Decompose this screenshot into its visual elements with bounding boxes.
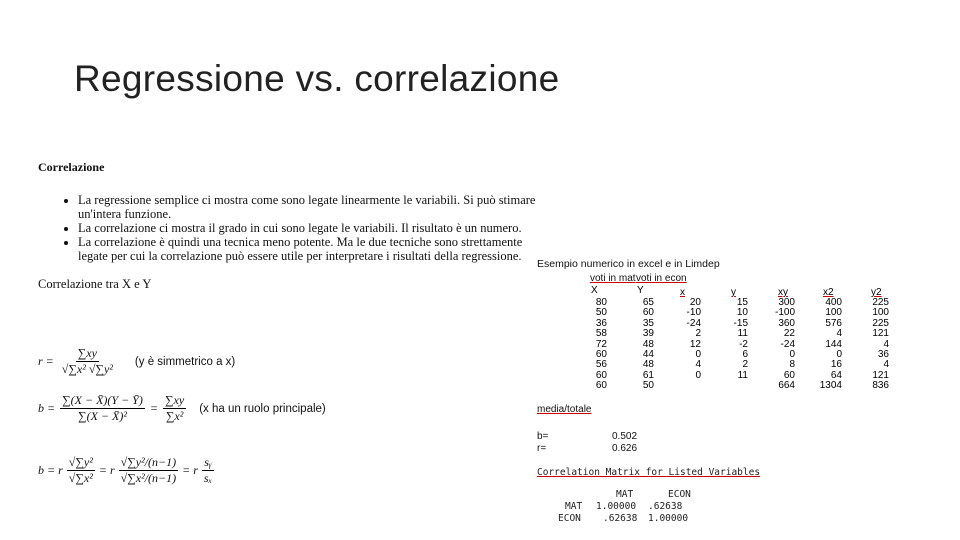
formula-b-numerator: ∑(X − X̄)(Y − Ȳ) [62, 393, 143, 407]
table-cell: 11 [737, 369, 748, 381]
table-cell: 36 [595, 317, 607, 329]
r-label: r= [537, 443, 547, 454]
table-cell [701, 381, 748, 391]
table-cell: 60 [595, 369, 607, 381]
table-cell: 836 [872, 380, 889, 392]
table-cell: 576 [825, 317, 842, 329]
header-Y: Y [637, 285, 644, 296]
table-cell: 15 [736, 297, 748, 308]
table-cell: 48 [642, 338, 654, 350]
table-cell: 39 [642, 328, 654, 340]
section-heading: Correlazione [38, 160, 105, 174]
table-cell: 22 [783, 328, 795, 340]
formula-b-lhs: b = [38, 401, 56, 415]
formula-r-lhs: r = [38, 354, 54, 368]
bullet-1: • La regressione semplice ci mostra come sono legate linearmente le variabili. Si può stimare un'intera funzione. [78, 193, 548, 221]
table-cell: -24 [780, 338, 795, 350]
table-cell: 121 [872, 369, 889, 381]
formula-b2-equals1: = r [98, 463, 115, 477]
table-cell: 50 [595, 307, 607, 319]
header-x: x [680, 287, 685, 298]
col-label-mat: voti in mat [590, 273, 636, 284]
data-table [560, 298, 889, 392]
table-cell [654, 381, 701, 391]
formula-b-fraction1 [60, 393, 145, 424]
formula-r-fraction [60, 346, 115, 377]
table-cell: 80 [595, 297, 607, 308]
formula-r-denominator: √∑x² √∑y² [61, 362, 113, 376]
matrix-row-mat-v1: 1.00000 [596, 501, 637, 512]
table-cell: -15 [733, 317, 748, 329]
formula-b2-numerator3: sᵧ [204, 455, 212, 469]
table-cell: 360 [778, 317, 795, 329]
table-cell: 121 [872, 328, 889, 340]
bullet-2: • La correlazione ci mostra il grado in cui sono legate le variabili. Il risultato è un numero. [78, 221, 548, 235]
table-cell: 12 [689, 338, 701, 350]
table-cell: 4 [883, 338, 889, 350]
table-cell: 400 [825, 297, 842, 308]
formula-b-equals: = [149, 401, 158, 415]
table-cell: 0 [695, 369, 701, 381]
header-y: y [731, 287, 736, 298]
table-cell: -2 [739, 338, 748, 350]
formula-b-denominator: ∑(X − X̄)² [78, 409, 127, 423]
table-cell: 225 [872, 317, 889, 329]
table-cell: 56 [595, 359, 607, 371]
table-cell: 100 [825, 307, 842, 319]
table-cell: 65 [642, 297, 654, 308]
table-cell: 20 [689, 297, 701, 308]
table-cell: 2 [695, 328, 701, 340]
b-value: 0.502 [612, 431, 638, 442]
formula-b2-numerator2: √∑y²/(n−1) [120, 455, 177, 469]
table-cell: 60 [595, 349, 607, 361]
matrix-row-mat-v2: .62638 [648, 501, 683, 512]
formula-r [38, 346, 235, 377]
table-cell: 50 [642, 380, 654, 392]
table-cell: 58 [595, 328, 607, 340]
left-document [38, 160, 548, 292]
table-cell: 144 [825, 338, 842, 350]
formula-r-numerator: ∑xy [77, 346, 97, 360]
table-cell: 11 [737, 328, 748, 340]
table-cell: 48 [642, 359, 654, 371]
formula-b-numerator2: ∑xy [164, 393, 185, 407]
table-cell: 0 [789, 349, 795, 361]
table-cell: 0 [695, 349, 701, 361]
excel-example-title: Esempio numerico in excel e in Limdep [537, 258, 720, 270]
table-cell: 8 [789, 359, 795, 371]
formula-b-note: (x ha un ruolo principale) [199, 402, 326, 415]
table-cell: 4 [695, 359, 701, 371]
formula-b-fraction2 [163, 393, 186, 424]
table-cell: 4 [883, 359, 889, 371]
table-cell: -10 [686, 307, 701, 319]
table-cell: 2 [742, 359, 748, 371]
formula-r-note: (y è simmetrico a x) [134, 355, 236, 368]
matrix-row-econ-name: ECON [558, 513, 581, 524]
table-cell: 6 [742, 349, 748, 361]
table-cell: 1304 [819, 380, 842, 392]
table-cell: 60 [783, 369, 795, 381]
formula-b2-denominator1: √∑x² [68, 471, 93, 485]
table-cell: 44 [642, 349, 654, 361]
matrix-col-mat: MAT [616, 489, 634, 500]
r-value: 0.626 [612, 443, 638, 454]
table-cell: 4 [836, 328, 842, 340]
formula-b2-numerator1: √∑y² [68, 455, 93, 469]
formula-b2-fraction2 [119, 455, 179, 486]
table-cell: 664 [778, 380, 795, 392]
subheading: Correlazione tra X e Y [38, 277, 152, 291]
header-y2: y2 [871, 287, 882, 298]
b-label: b= [537, 431, 549, 442]
table-cell: 60 [595, 380, 607, 392]
table-cell: 61 [642, 369, 654, 381]
table-cell: 10 [736, 307, 748, 319]
formula-b2-lhs: b = r [38, 463, 63, 477]
totals-label: media/totale [537, 404, 592, 415]
table-cell: -100 [774, 307, 795, 319]
formula-b2-fraction3 [202, 455, 214, 486]
table-cell: 35 [642, 317, 654, 329]
matrix-col-econ: ECON [668, 489, 691, 500]
formula-b2-fraction1 [67, 455, 95, 486]
bullet-3: • La correlazione è quindi una tecnica meno potente. Ma le due tecniche sono strettamente legate per cui la correlazione può essere utile per interpretare i risultati della regressione. [78, 235, 548, 263]
matrix-row-econ-v1: .62638 [603, 513, 638, 524]
table-cell: 0 [836, 349, 842, 361]
table-cell: 36 [877, 349, 889, 361]
table-cell: 60 [642, 307, 654, 319]
table-cell: 72 [595, 338, 607, 350]
col-label-econ: voti in econ [636, 273, 687, 284]
formula-b [38, 393, 326, 424]
formula-b-denominator2: ∑x² [165, 409, 184, 423]
formula-b2-denominator3: sₓ [203, 471, 213, 485]
matrix-row-mat-name: MAT [565, 501, 583, 512]
slide-title: Regressione vs. correlazione [74, 58, 560, 99]
table-cell: 300 [778, 297, 795, 308]
bullet-list [38, 193, 548, 263]
formula-b2-equals2: = r [182, 463, 198, 477]
formula-b2-denominator2: √∑x²/(n−1) [120, 471, 177, 485]
header-x2: x2 [823, 287, 834, 298]
matrix-row-econ-v2: 1.00000 [648, 513, 689, 524]
table-cell: 100 [872, 307, 889, 319]
header-X: X [591, 285, 598, 296]
table-cell: 225 [872, 297, 889, 308]
matrix-title: Correlation Matrix for Listed Variables [537, 467, 761, 478]
formula-b-r [38, 455, 214, 486]
table-cell: 16 [830, 359, 842, 371]
header-xy: xy [778, 287, 788, 298]
totals-row [560, 381, 889, 391]
table-cell: -24 [686, 317, 701, 329]
table-cell: 64 [830, 369, 842, 381]
